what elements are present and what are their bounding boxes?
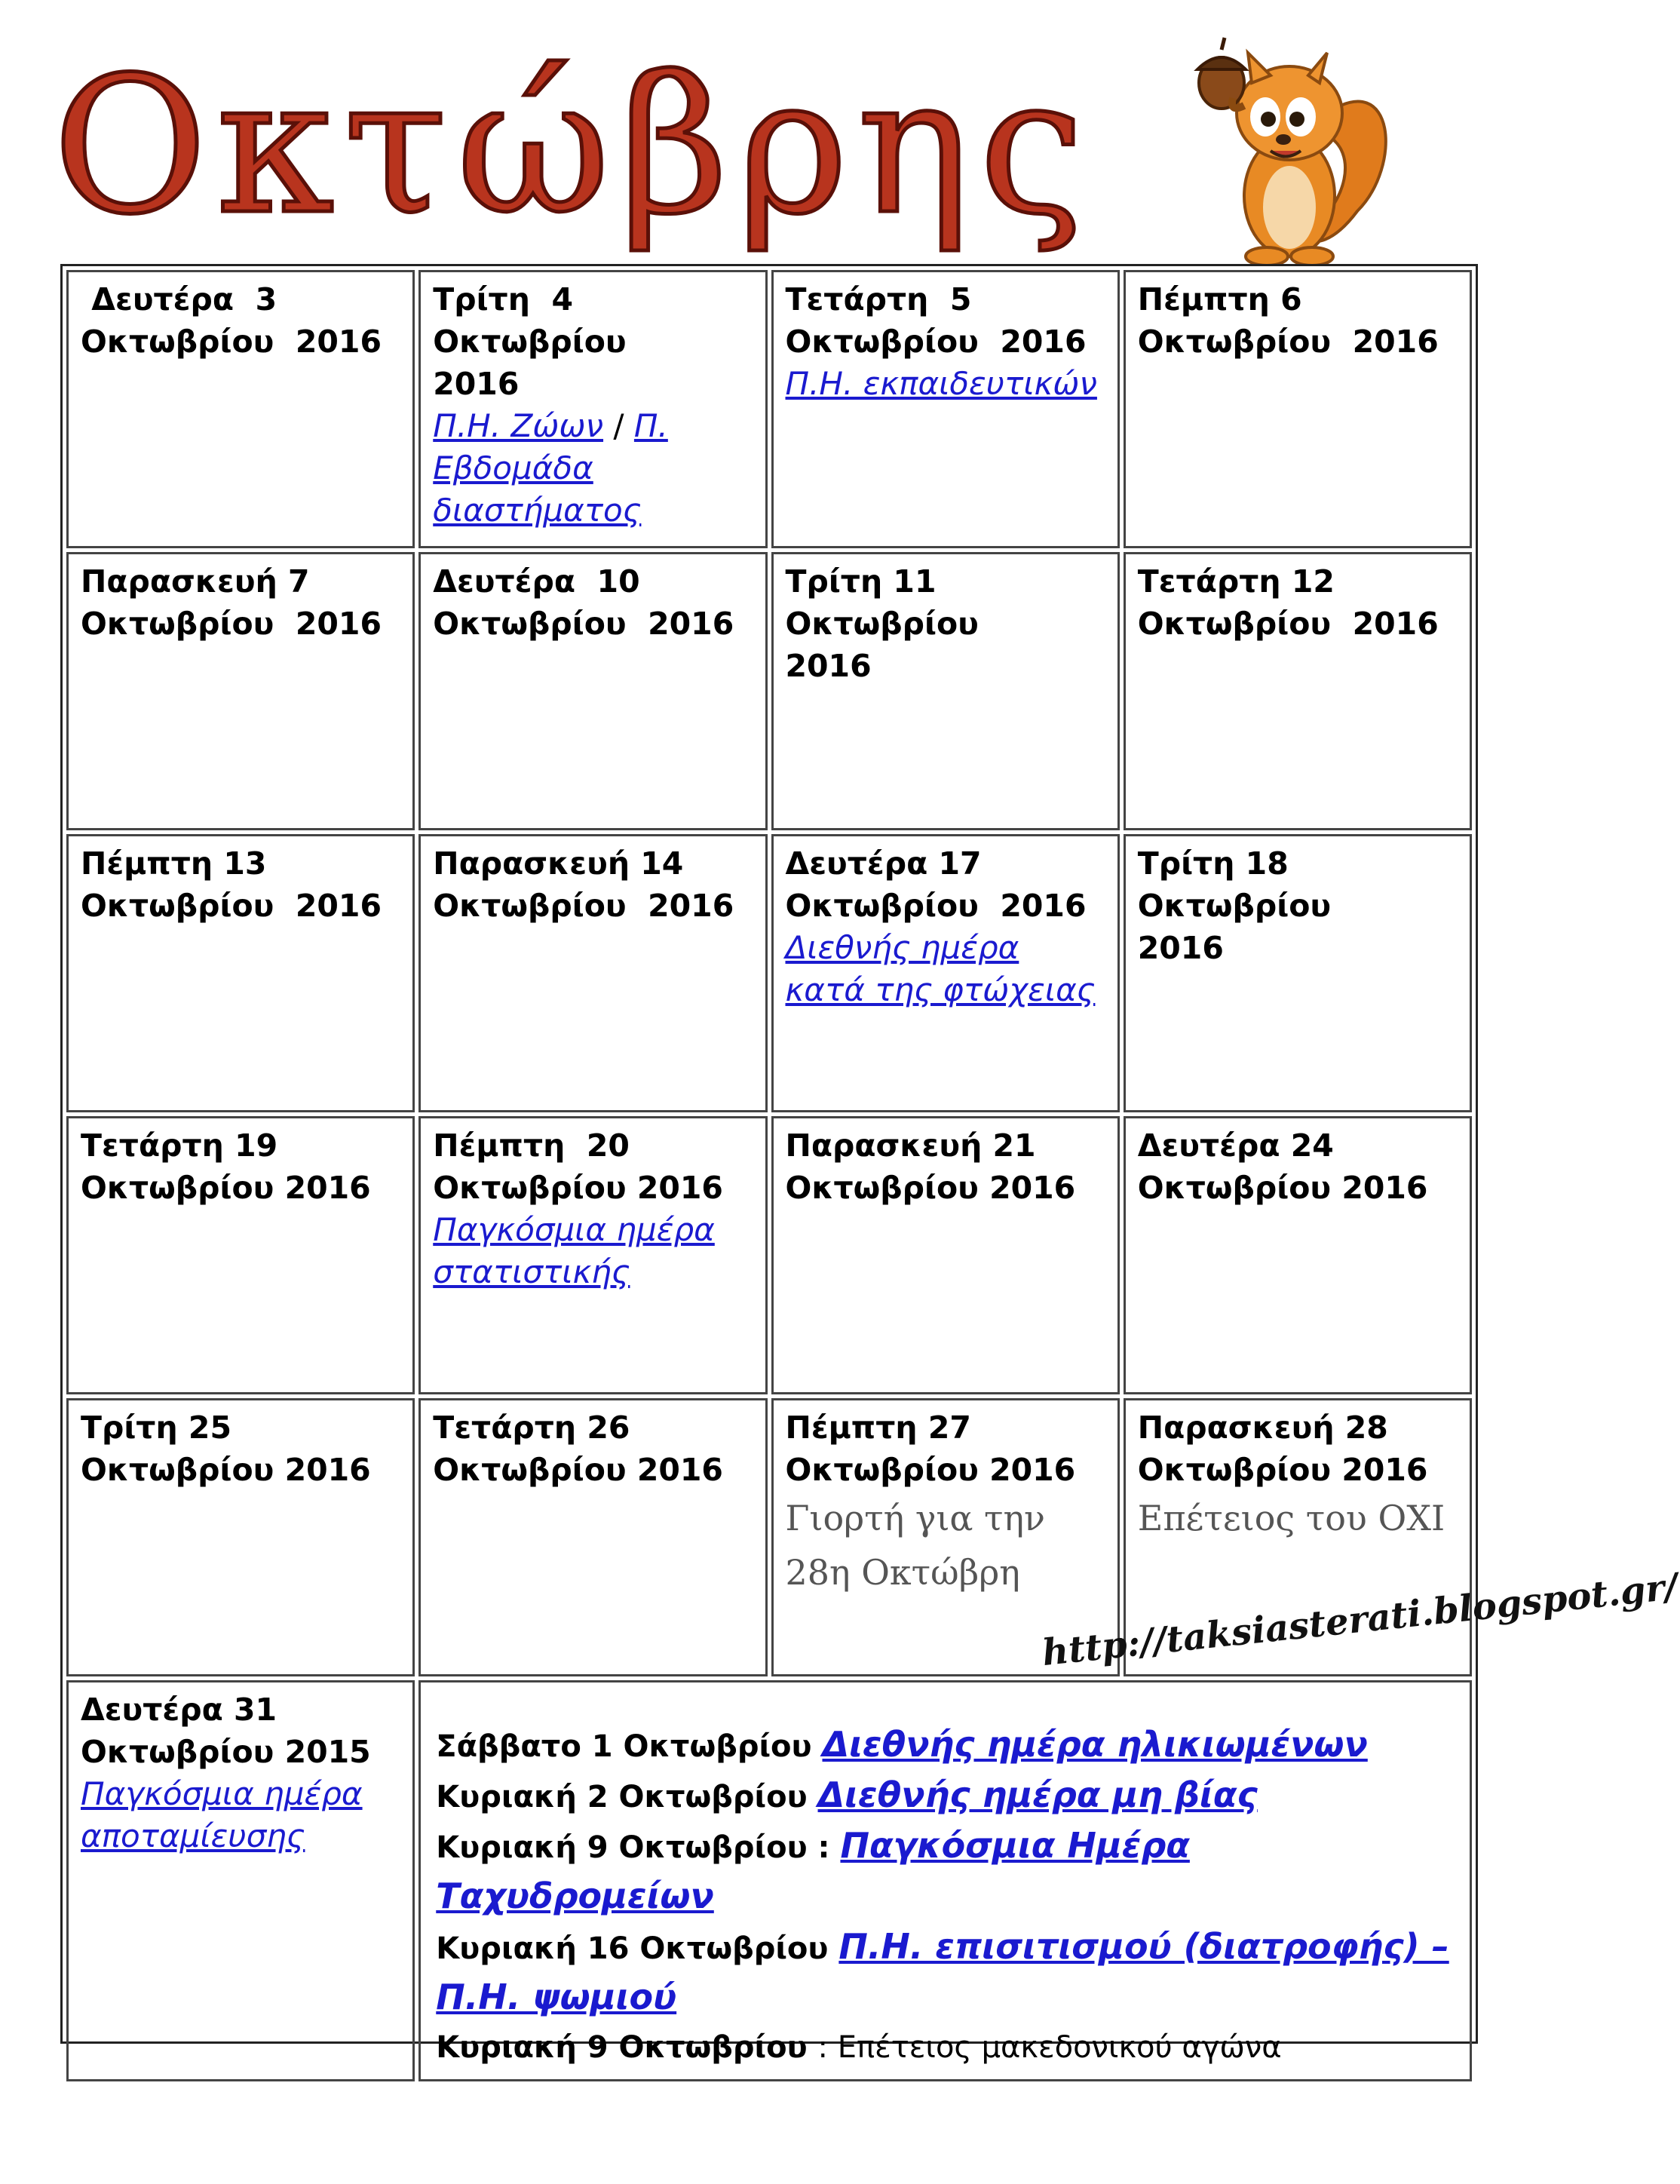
event-link[interactable]: Διεθνής ημέρα κατά της φτώχειας [785,929,1096,1008]
calendar-day-cell [771,834,1120,1112]
day-date-label: Παρασκευή 28 Οκτωβρίου 2016 [1137,1409,1428,1488]
weekend-event-link[interactable]: Διεθνής ημέρα ηλικιωμένων [822,1724,1368,1765]
calendar-day-cell [66,552,415,830]
calendar-day-cell [66,1398,415,1676]
day-date-label: Πέμπτη 27 Οκτωβρίου 2016 [785,1409,1076,1488]
day-note: Επέτειος του ΟΧΙ [1137,1498,1445,1538]
day-date-label: Πέμπτη 20 Οκτωβρίου 2016 [433,1127,723,1206]
weekend-event-line [436,1720,1455,1771]
squirrel-mascot-icon [1176,23,1403,279]
day-date-label: Δευτέρα 3 Οκτωβρίου 2016 [81,281,382,360]
day-date-label: Τρίτη 11 Οκτωβρίου 2016 [785,563,979,684]
day-event [433,1209,753,1293]
day-date-label: Δευτέρα 17 Οκτωβρίου 2016 [785,845,1087,924]
event-link[interactable]: Π. Εβδομάδα διαστήματος [433,407,668,529]
day-date-label: Τρίτη 18 Οκτωβρίου 2016 [1137,845,1332,966]
day-date-label: Τετάρτη 12 Οκτωβρίου 2016 [1137,563,1439,642]
calendar-day-cell [418,1398,767,1676]
weekend-event-line [436,1821,1455,1922]
event-link[interactable]: Π.Η. Ζώων [433,407,604,444]
calendar-day-cell [66,1116,415,1394]
day-date-label: Δευτέρα 31 Οκτωβρίου 2015 [81,1692,371,1770]
day-date-label: Παρασκευή 7 Οκτωβρίου 2016 [81,563,382,642]
calendar-day-cell [771,1116,1120,1394]
page-title [45,36,1191,271]
weekend-event-link[interactable]: Π.Η. επισιτισμού (διατροφής) –Π.Η. ψωμιού [436,1926,1449,2017]
day-event [433,405,753,532]
day-date-label: Παρασκευή 21 Οκτωβρίου 2016 [785,1127,1076,1206]
event-link[interactable]: Παγκόσμια ημέρα στατιστικής [433,1211,715,1290]
calendar-day-cell [418,1116,767,1394]
page-title-text: Οκτώβρης [53,36,1094,256]
october-calendar-table [60,264,1478,2065]
day-event [786,363,1105,405]
weekend-day-label: Κυριακή 16 Οκτωβρίου [436,1931,839,1966]
day-event [81,1773,400,1857]
day-date-label: Τετάρτη 19 Οκτωβρίου 2016 [81,1127,371,1206]
calendar-day-cell [1124,1116,1472,1394]
day-date-label: Πέμπτη 13 Οκτωβρίου 2016 [81,845,382,924]
weekend-day-label: Κυριακή 2 Οκτωβρίου [436,1780,818,1814]
event-link[interactable]: Παγκόσμια ημέρα αποταμίευσης [81,1775,363,1854]
event-separator: / [603,407,634,444]
day-date-label: Παρασκευή 14 Οκτωβρίου 2016 [433,845,734,924]
weekend-day-label: Κυριακή 9 Οκτωβρίου : [436,1830,841,1865]
calendar-day-cell [66,834,415,1112]
weekend-events-cell [418,1680,1472,2081]
day-date-label: Τρίτη 25 Οκτωβρίου 2016 [81,1409,371,1488]
calendar-day-cell [418,552,767,830]
weekend-event-line [436,2023,1455,2072]
day-note: Γιορτή για την 28η Οκτώβρη [785,1498,1046,1593]
weekend-event-link[interactable]: Διεθνής ημέρα μη βίας [817,1774,1258,1815]
weekend-event-text: : Επέτειος μακεδονικού αγώνα [817,2030,1282,2065]
weekend-event-line [436,1922,1455,2023]
calendar-day-cell [66,270,415,548]
day-date-label: Δευτέρα 24 Οκτωβρίου 2016 [1137,1127,1428,1206]
calendar-day-cell [1124,552,1472,830]
calendar-day-cell [1124,834,1472,1112]
calendar-day-cell [418,834,767,1112]
event-link[interactable]: Π.Η. εκπαιδευτικών [785,365,1097,402]
calendar-day-cell [771,270,1120,548]
calendar-day-cell [418,270,767,548]
weekend-day-label: Κυριακή 9 Οκτωβρίου [436,2030,818,2065]
weekend-day-label: Σάββατο 1 Οκτωβρίου [436,1729,823,1764]
calendar-day-cell [771,552,1120,830]
calendar-day-cell [66,1680,415,2081]
blog-url-watermark: http://taksiasterati.blogspot.gr/ [1040,1565,1680,1675]
day-date-label: Τετάρτη 5 Οκτωβρίου 2016 [785,281,1087,360]
day-event [786,927,1105,1011]
weekend-event-line [436,1771,1455,1821]
day-date-label: Τετάρτη 26 Οκτωβρίου 2016 [433,1409,723,1488]
day-date-label: Τρίτη 4 Οκτωβρίου 2016 [433,281,627,402]
calendar-grid [63,266,1476,2065]
calendar-day-cell [1124,270,1472,548]
day-date-label: Δευτέρα 10 Οκτωβρίου 2016 [433,563,734,642]
day-date-label: Πέμπτη 6 Οκτωβρίου 2016 [1137,281,1439,360]
weekend-event-link[interactable]: Παγκόσμια Ημέρα Ταχυδρομείων [436,1825,1190,1916]
